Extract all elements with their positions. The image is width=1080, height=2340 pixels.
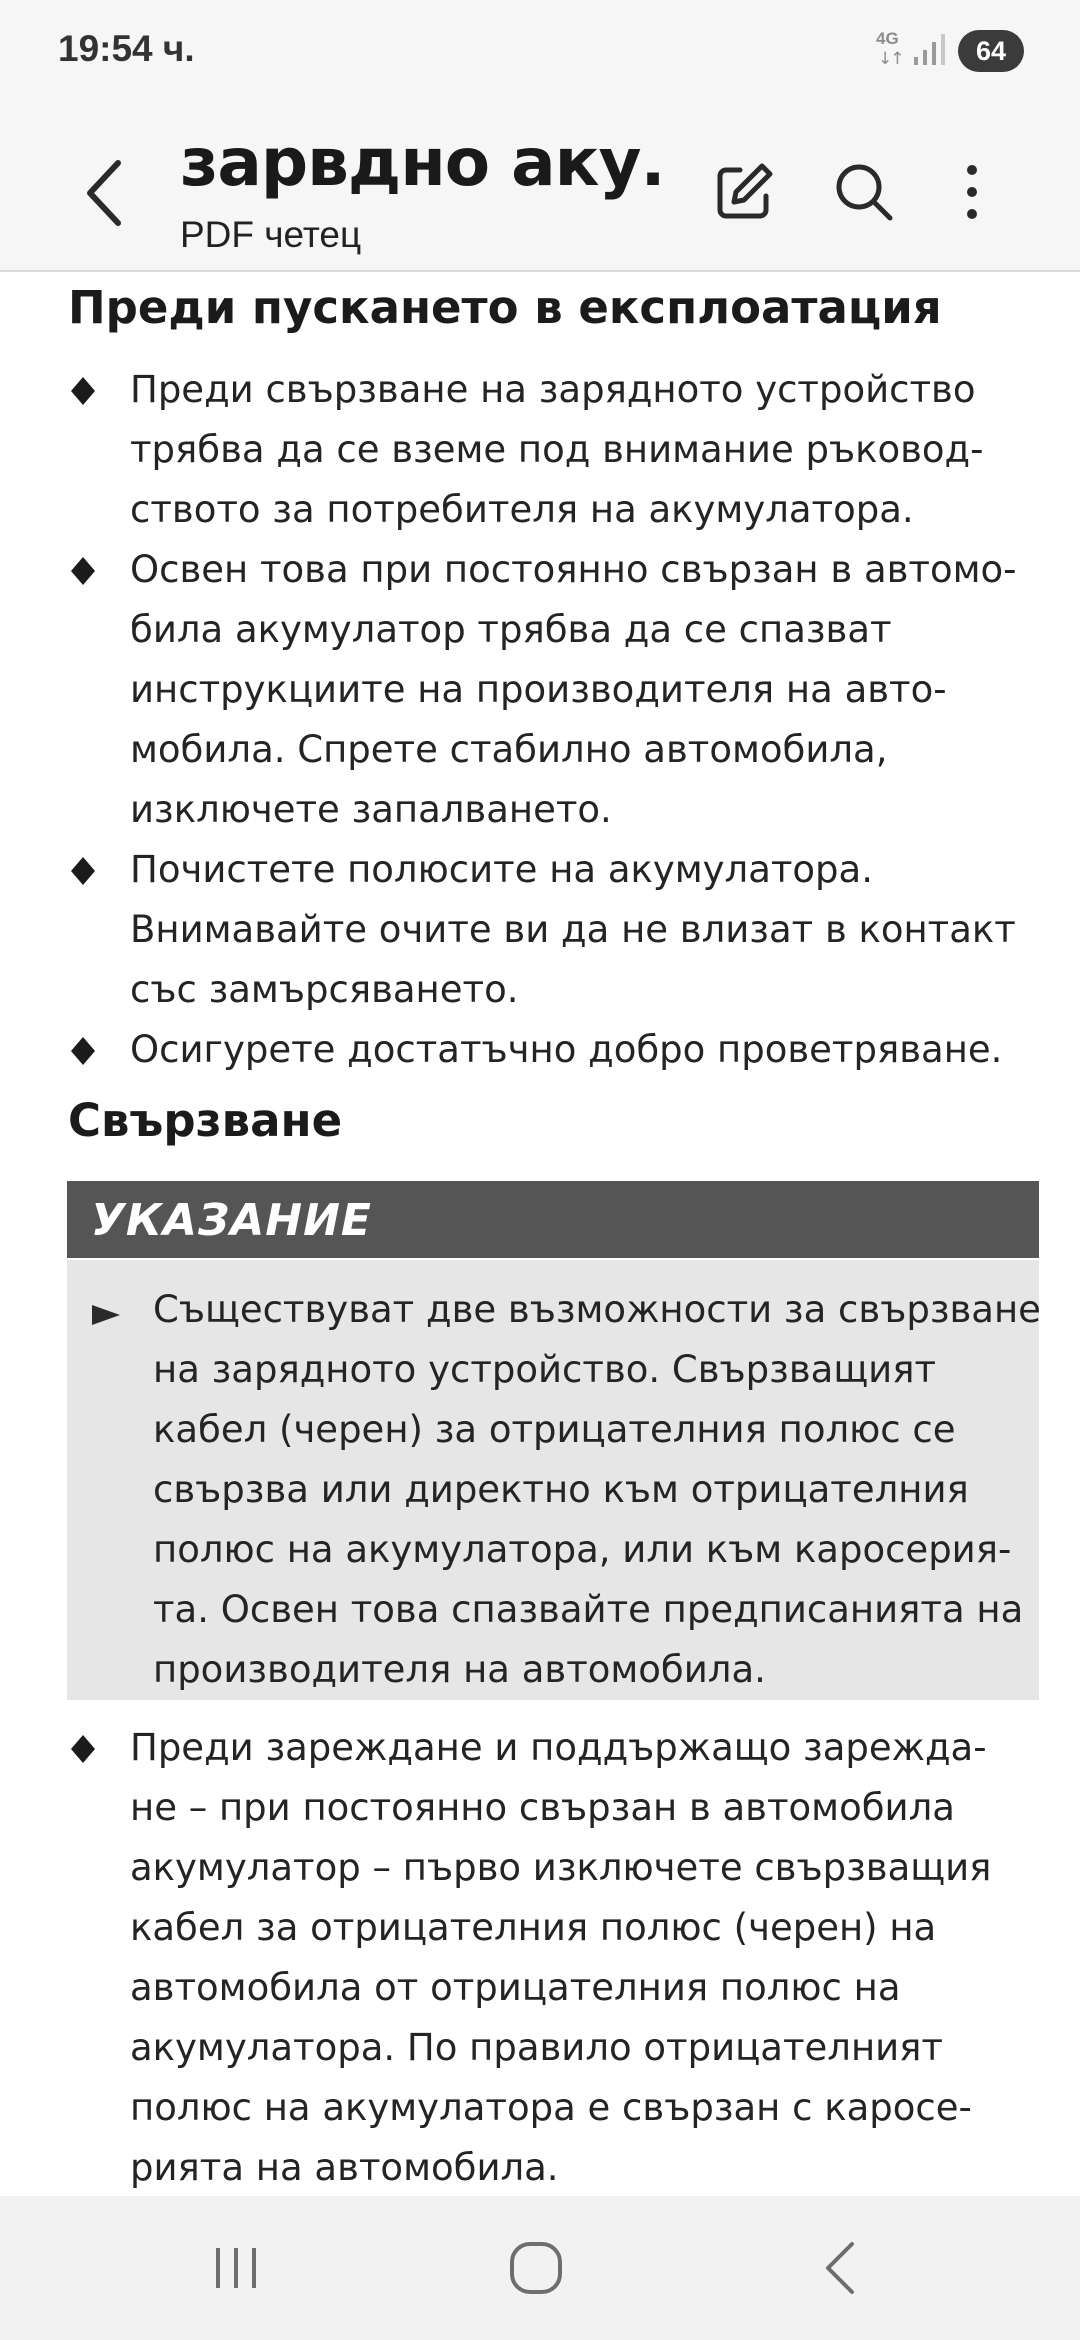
diamond-bullet-icon bbox=[68, 1036, 98, 1066]
app-bar bbox=[0, 100, 1080, 272]
network-activity-icon: ↓↑ bbox=[878, 49, 903, 69]
list-item-text: Преди свързване на зарядното устройство трябва да се вземе под внимание ръковод- ството за потребителя на акумулатора. bbox=[130, 368, 984, 531]
recent-apps-icon[interactable] bbox=[196, 2232, 276, 2304]
diamond-bullet-icon bbox=[68, 1734, 98, 1764]
more-vertical-icon[interactable] bbox=[934, 154, 1010, 230]
list-item-text: Освен това при постоянно свързан в автомо- била акумулатор трябва да се спазват инструкциите на производителя на авто- мобила. Спрете стабилно автомобила, изключете запалването. bbox=[130, 548, 1017, 831]
note-body bbox=[67, 1260, 1039, 1700]
navigation-bar bbox=[0, 2196, 1080, 2340]
signal-strength-icon bbox=[912, 33, 948, 67]
note-header bbox=[67, 1181, 1039, 1258]
nav-back-icon[interactable] bbox=[800, 2232, 880, 2304]
app-subtitle: PDF четец bbox=[180, 214, 362, 255]
battery-indicator: 64 bbox=[958, 30, 1024, 72]
search-icon[interactable] bbox=[826, 154, 902, 230]
list-item-text: Осигурете достатъчно добро проветряване. bbox=[130, 1028, 1003, 1071]
section-heading-before-use: Преди пускането в експлоатация bbox=[68, 281, 942, 334]
network-type-label: 4G bbox=[876, 29, 899, 48]
diamond-bullet-icon bbox=[68, 856, 98, 886]
note-text: Съществуват две възможности за свързване на зарядното устройство. Свързващият кабел (черен) за отрицателния полюс се свързва или директно към отрицателния полюс на акумулатора, или към каросерия- та. Освен това спазвайте предписанията на производителя на автомобила. bbox=[153, 1288, 1041, 1691]
triangle-arrow-icon bbox=[92, 1303, 120, 1327]
list-item-text: Преди зареждане и поддържащо зарежда- не – при постоянно свързан в автомобила акумулатор – първо изключете свързващия кабел за отрицателния полюс (черен) на автомобила от отрицателния полюс на акумулатора. По правило отрицателният полюс на акумулатора е свързан с каросе- рията на автомобила. bbox=[130, 1726, 992, 2189]
document-title: зарвдно аку. bbox=[180, 124, 665, 201]
note-title: УКАЗАНИЕ bbox=[91, 1195, 372, 1246]
status-time: 19:54 ч. bbox=[58, 28, 195, 69]
status-bar bbox=[0, 0, 1080, 100]
edit-icon[interactable] bbox=[706, 154, 782, 230]
diamond-bullet-icon bbox=[68, 376, 98, 406]
home-icon[interactable] bbox=[496, 2232, 576, 2304]
list-item-text: Почистете полюсите на акумулатора. Внимавайте очите ви да не влизат в контакт със замърсяването. bbox=[130, 848, 1016, 1011]
back-arrow-icon[interactable] bbox=[78, 155, 134, 231]
section-heading-connection: Свързване bbox=[68, 1094, 343, 1147]
pdf-page-content[interactable] bbox=[0, 272, 1080, 2192]
diamond-bullet-icon bbox=[68, 556, 98, 586]
